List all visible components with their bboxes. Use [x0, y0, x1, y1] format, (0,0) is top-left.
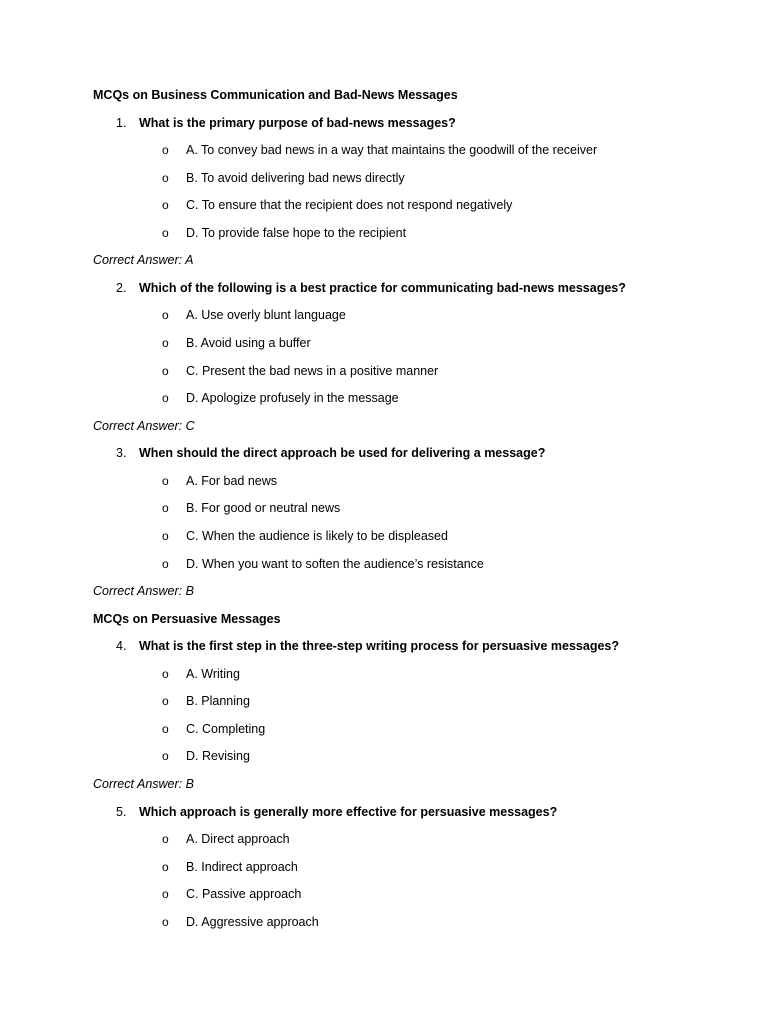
question-text: What is the first step in the three-step writing process for persuasive messages? — [139, 639, 619, 654]
bullet-icon: o — [162, 887, 169, 902]
option-text: A. Writing — [186, 666, 240, 681]
option-text: A. For bad news — [186, 473, 278, 488]
bullet-icon: o — [162, 501, 169, 516]
option-text: C. Completing — [186, 721, 266, 736]
question — [93, 444, 693, 472]
question — [93, 803, 693, 831]
option-text: B. Indirect approach — [186, 859, 298, 874]
option — [93, 196, 693, 224]
question-number: 3. — [116, 446, 127, 461]
option — [93, 141, 693, 169]
section-heading: MCQs on Persuasive Messages — [93, 611, 281, 626]
option-text: C. To ensure that the recipient does not respond negatively — [186, 198, 513, 213]
bullet-icon: o — [162, 391, 169, 406]
question — [93, 279, 693, 307]
option-text: B. For good or neutral news — [186, 501, 341, 516]
option-text: D. Aggressive approach — [186, 914, 319, 929]
option — [93, 499, 693, 527]
option — [93, 692, 693, 720]
question — [93, 637, 693, 665]
document-content — [93, 86, 693, 940]
option — [93, 555, 693, 583]
option — [93, 830, 693, 858]
option — [93, 720, 693, 748]
question-number: 5. — [116, 804, 127, 819]
bullet-icon: o — [162, 170, 169, 185]
option-text: A. Direct approach — [186, 832, 290, 846]
option — [93, 913, 693, 941]
bullet-icon: o — [162, 556, 169, 571]
bullet-icon: o — [162, 363, 169, 378]
bullet-icon: o — [162, 198, 169, 213]
question-text: What is the primary purpose of bad-news messages? — [139, 115, 456, 130]
option-text: C. When the audience is likely to be displeased — [186, 528, 448, 543]
option-text: D. When you want to soften the audience’s resistance — [186, 556, 484, 571]
bullet-icon: o — [162, 308, 169, 323]
bullet-icon: o — [162, 721, 169, 736]
option-text: A. To convey bad news in a way that maintains the goodwill of the receiver — [186, 143, 598, 157]
section-heading: MCQs on Business Communication and Bad-News Messages — [93, 88, 458, 102]
option-text: C. Present the bad news in a positive manner — [186, 363, 439, 378]
option — [93, 224, 693, 252]
option — [93, 362, 693, 390]
option-text: B. Avoid using a buffer — [186, 335, 311, 350]
bullet-icon: o — [162, 225, 169, 240]
option-text: B. Planning — [186, 694, 250, 709]
correct-answer: Correct Answer: B — [93, 777, 194, 791]
question-text: When should the direct approach be used for delivering a message? — [139, 446, 546, 461]
option — [93, 389, 693, 417]
correct-answer: Correct Answer: A — [93, 253, 194, 268]
bullet-icon: o — [162, 528, 169, 543]
question-number: 2. — [116, 280, 127, 295]
option-text: D. Revising — [186, 749, 250, 764]
option-text: B. To avoid delivering bad news directly — [186, 170, 405, 185]
question-number: 4. — [116, 639, 127, 654]
option — [93, 858, 693, 886]
question-text: Which approach is generally more effective for persuasive messages? — [139, 804, 558, 819]
bullet-icon: o — [162, 749, 169, 764]
question-number: 1. — [116, 115, 127, 130]
option — [93, 306, 693, 334]
option-text: D. Apologize profusely in the message — [186, 391, 399, 406]
bullet-icon: o — [162, 335, 169, 350]
option-text: D. To provide false hope to the recipient — [186, 225, 407, 240]
option-text: A. Use overly blunt language — [186, 308, 346, 323]
option — [93, 747, 693, 775]
option — [93, 527, 693, 555]
option-text: C. Passive approach — [186, 887, 302, 902]
bullet-icon: o — [162, 859, 169, 874]
question-text: Which of the following is a best practice for communicating bad-news messages? — [139, 280, 626, 295]
bullet-icon: o — [162, 914, 169, 929]
bullet-icon: o — [162, 832, 169, 846]
question — [93, 114, 693, 142]
bullet-icon: o — [162, 666, 169, 681]
option — [93, 885, 693, 913]
correct-answer: Correct Answer: C — [93, 418, 195, 433]
option — [93, 334, 693, 362]
option — [93, 169, 693, 197]
correct-answer: Correct Answer: B — [93, 584, 194, 599]
bullet-icon: o — [162, 143, 169, 157]
bullet-icon: o — [162, 473, 169, 488]
option — [93, 665, 693, 693]
bullet-icon: o — [162, 694, 169, 709]
option — [93, 472, 693, 500]
